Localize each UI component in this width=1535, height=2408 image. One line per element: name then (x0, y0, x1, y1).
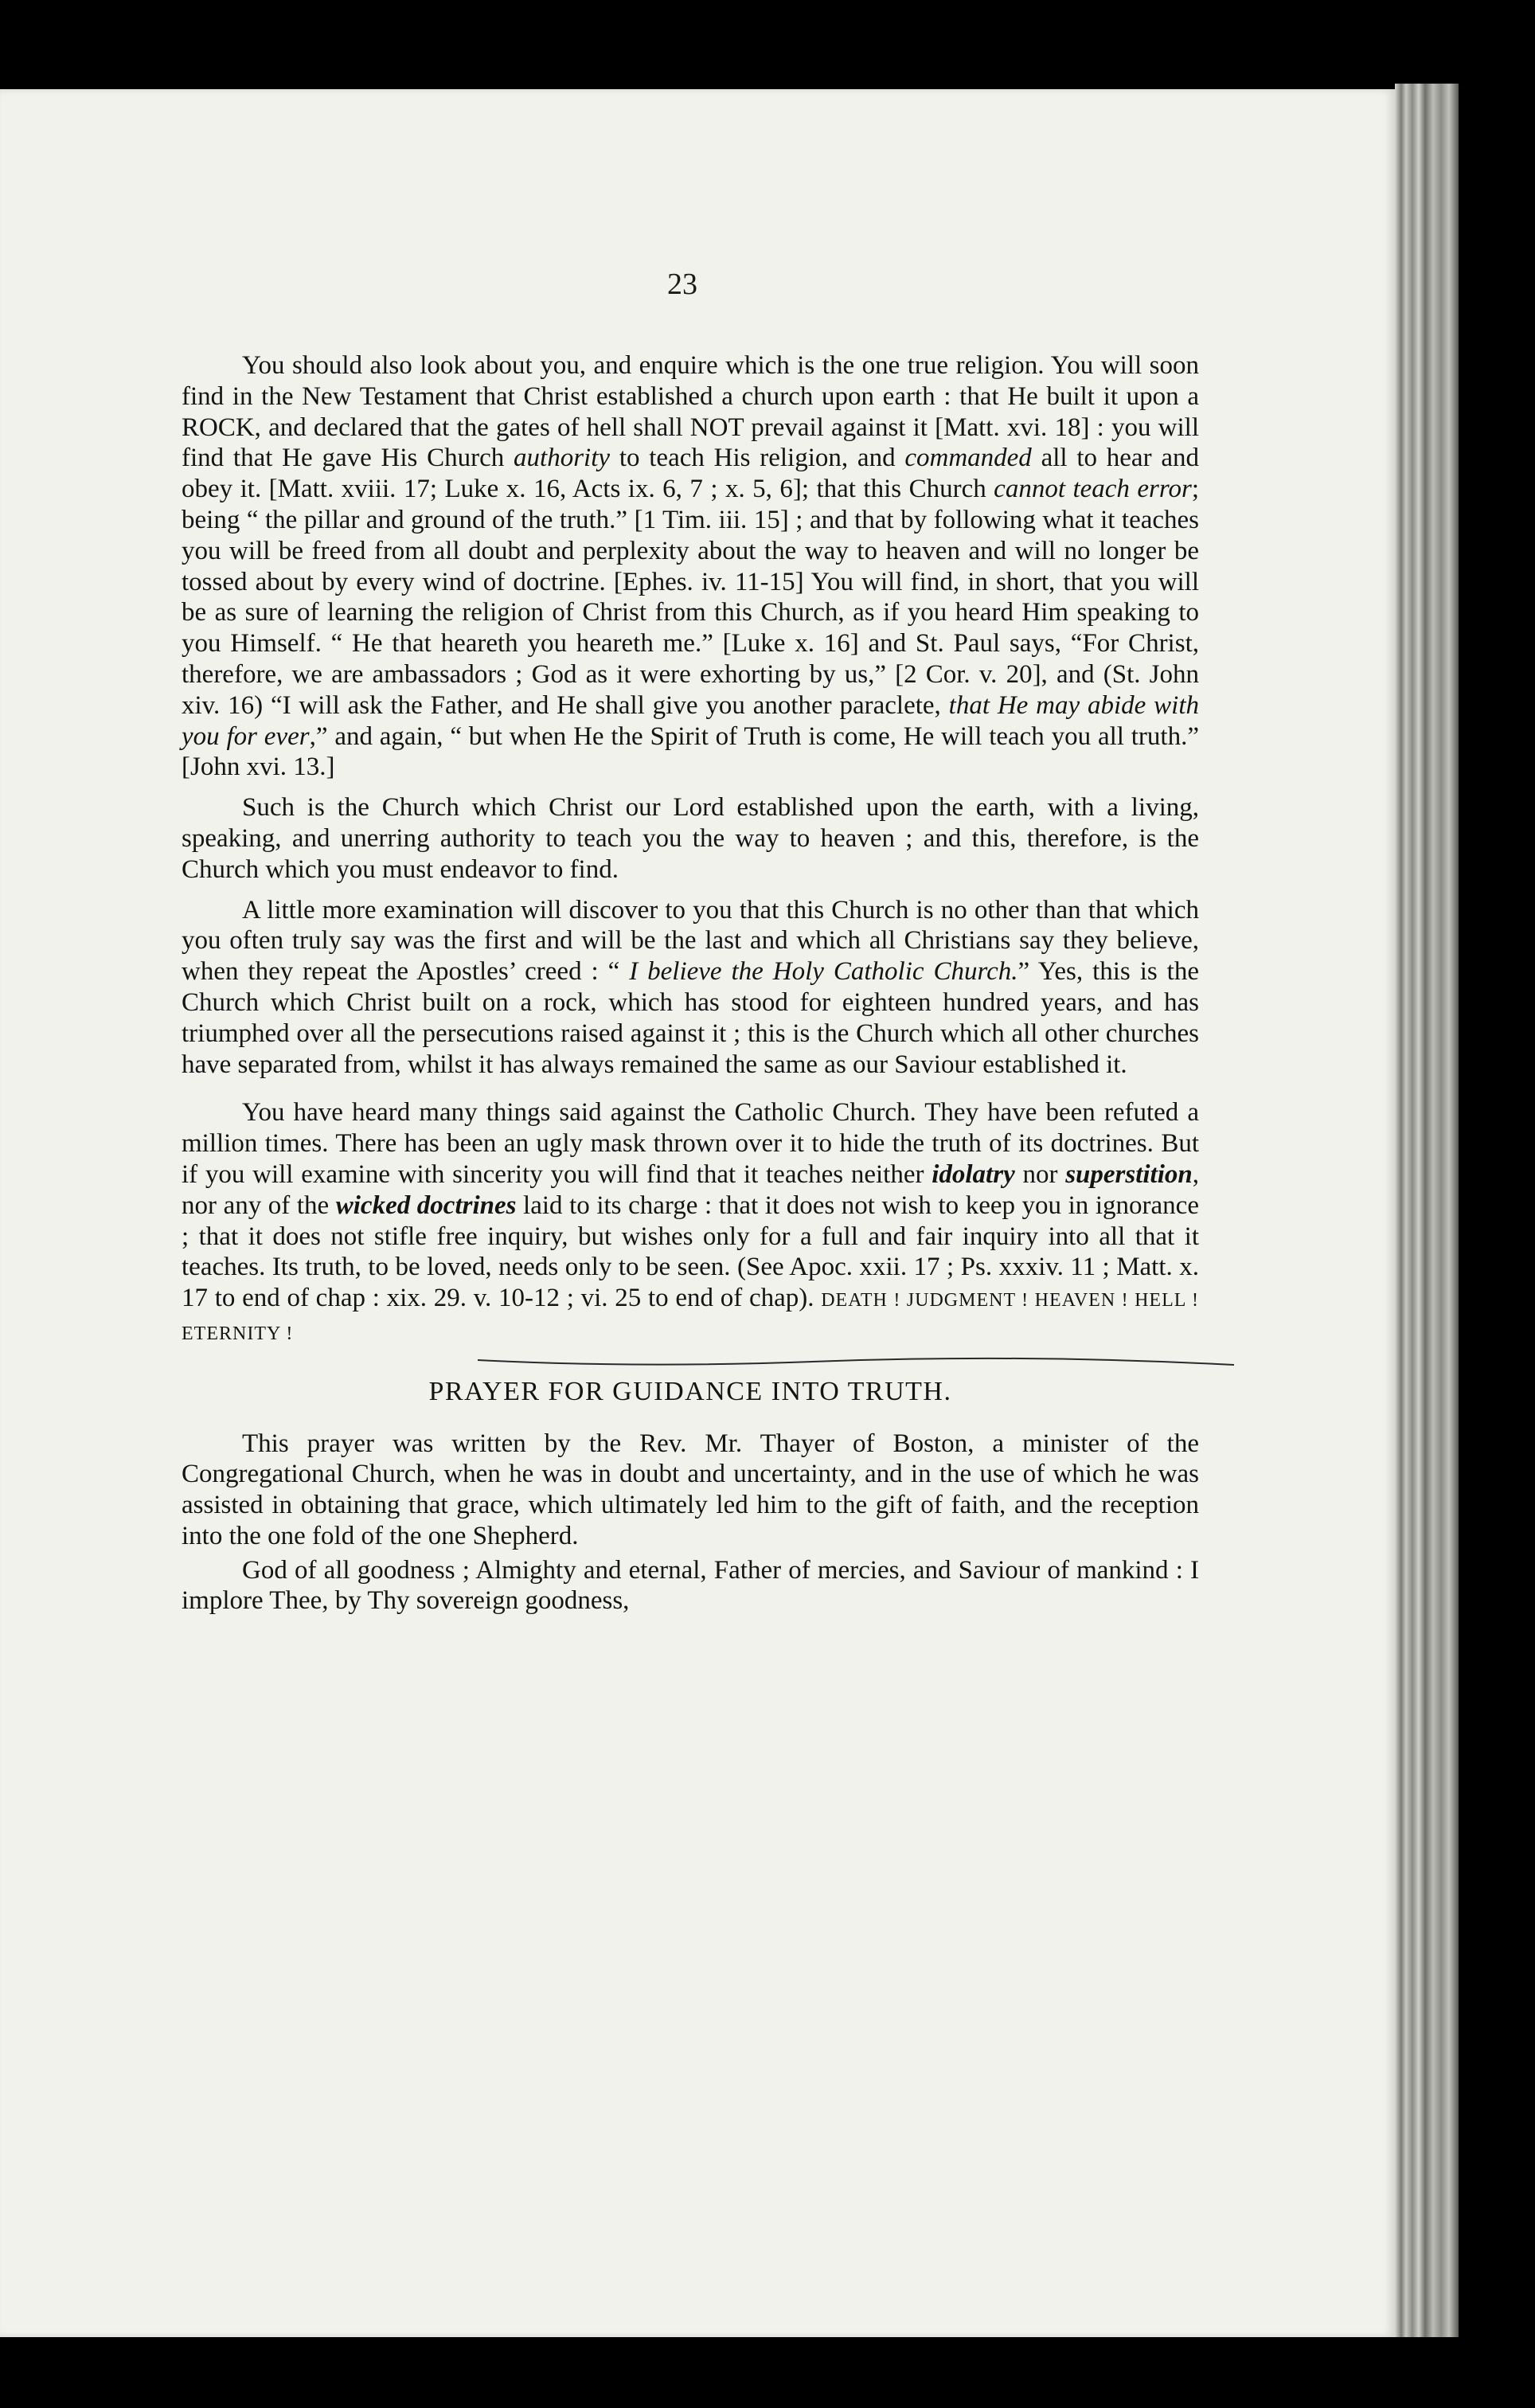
emphasis-wicked-doctrines: wicked doctrines (335, 1190, 517, 1220)
section-heading: PRAYER FOR GUIDANCE INTO TRUTH. (428, 1376, 952, 1406)
page-number: 23 (667, 268, 697, 301)
emphasis-creed: I believe the Holy Catholic Church. (629, 957, 1018, 987)
body-text (182, 350, 1199, 1626)
page-edge-stack (1395, 84, 1459, 2342)
emphasis-cannot-teach-error: cannot teach error (994, 475, 1192, 504)
paragraph-refuted (182, 1097, 1199, 1349)
emphasis-idolatry: idolatry (932, 1159, 1015, 1189)
text-run: ” Yes, this is the Church which Christ built on a rock, which has stood for eighteen hundred years, and has triumphed over all the persecutions raised against it ; this is the Church which all other churches have separated from, whilst it has always remained the same as our Saviour established it. (182, 957, 1199, 1079)
scan-bottom-border (0, 2337, 1535, 2408)
text-run: You have heard many things said against the Catholic Church. They have been refuted a million times. There has been an ugly mask thrown over it to hide the truth of its doctrines. But if you will examine with sincerity you will find that it teaches neither (182, 1098, 1199, 1189)
emphasis-commanded: commanded (904, 444, 1032, 473)
closing-exclamation: DEATH ! JUDGMENT ! HEAVEN ! HELL ! ETERNITY ! (182, 1290, 1199, 1344)
text-run: laid to its charge : that it does not wish to keep you in ignorance ; that it does not stifle free inquiry, but wishes only for a full and fair inquiry into all that it teaches. Its truth, to be loved, needs only to be seen. (See Apoc. xxii. 17 ; Ps. xxxiv. 11 ; Matt. x. 17 to end of chap : xix. 29. v. 10-12 ; vi. 25 to end of chap). (182, 1190, 1199, 1313)
paragraph-prayer-start: God of all goodness ; Almighty and eternal, Father of mercies, and Saviour of mankind : I implore Thee, by Thy sovereign goodness, (182, 1555, 1199, 1616)
text-run: You should also look about you, and enquire which is the one true religion. You will soon find in the New Testament that Christ established a church upon earth : that He built it upon a ROCK, and declared that the gates of hell shall NOT prevail against it [Matt. xvi. 18] : you will find that He gave His Church (182, 351, 1199, 473)
paragraph-true-religion (182, 350, 1199, 783)
pencil-stroke-divider (478, 1354, 1234, 1370)
emphasis-superstition: superstition (1065, 1159, 1193, 1189)
paragraph-thayer-intro: This prayer was written by the Rev. Mr. Thayer of Boston, a minister of the Congregational Church, when he was in doubt and uncertainty, and in the use of which he was assisted in obtaining that grace, which ultimately led him to the gift of faith, and the reception into the one fold of the one Shepherd. (182, 1429, 1199, 1550)
text-run: A little more examination will discover to you that this Church is no other than that which you often truly say was the first and will be the last and which all Christians say they believe, when they repeat the Apostles’ creed : “ (182, 895, 1199, 987)
text-run: , nor any of the (182, 1159, 1199, 1220)
text-run: ,” and again, “ but when He the Spirit of Truth is come, He will teach you all truth.” [John xvi. 13.] (182, 721, 1199, 782)
text-run: nor (1014, 1159, 1066, 1189)
paragraph-church-established: Such is the Church which Christ our Lord established upon the earth, with a living, speaking, and unerring authority to teach you the way to heaven ; and this, therefore, is the Church which you must endeavor to find. (182, 793, 1199, 884)
text-run: to teach His religion, and (610, 444, 905, 473)
text-run: all to hear and obey it. [Matt. xviii. 17; Luke x. 16, Acts ix. 6, 7 ; x. 5, 6]; that this Church (182, 444, 1199, 504)
text-run: ; being “ the pillar and ground of the truth.” [1 Tim. iii. 15] ; and that by following what it teaches you will be freed from all doubt and perplexity about the way to heaven and will no longer be tossed about by every wind of doctrine. [Ephes. iv. 11-15] You will find, in short, that you will be as sure of learning the religion of Christ from this Church, as if you heard Him speaking to you Himself. “ He that heareth you heareth me.” [Luke x. 16] and St. Paul says, “For Christ, therefore, we are ambassadors ; God as it were exhorting by us,” [2 Cor. v. 20], and (St. John xiv. 16) “I will ask the Father, and He shall give you another paraclete, (182, 475, 1199, 720)
emphasis-abide: that He may abide with you for ever (182, 690, 1199, 751)
emphasis-authority: authority (514, 444, 611, 473)
scan-top-border (0, 0, 1535, 89)
paragraph-apostles-creed (182, 895, 1199, 1081)
